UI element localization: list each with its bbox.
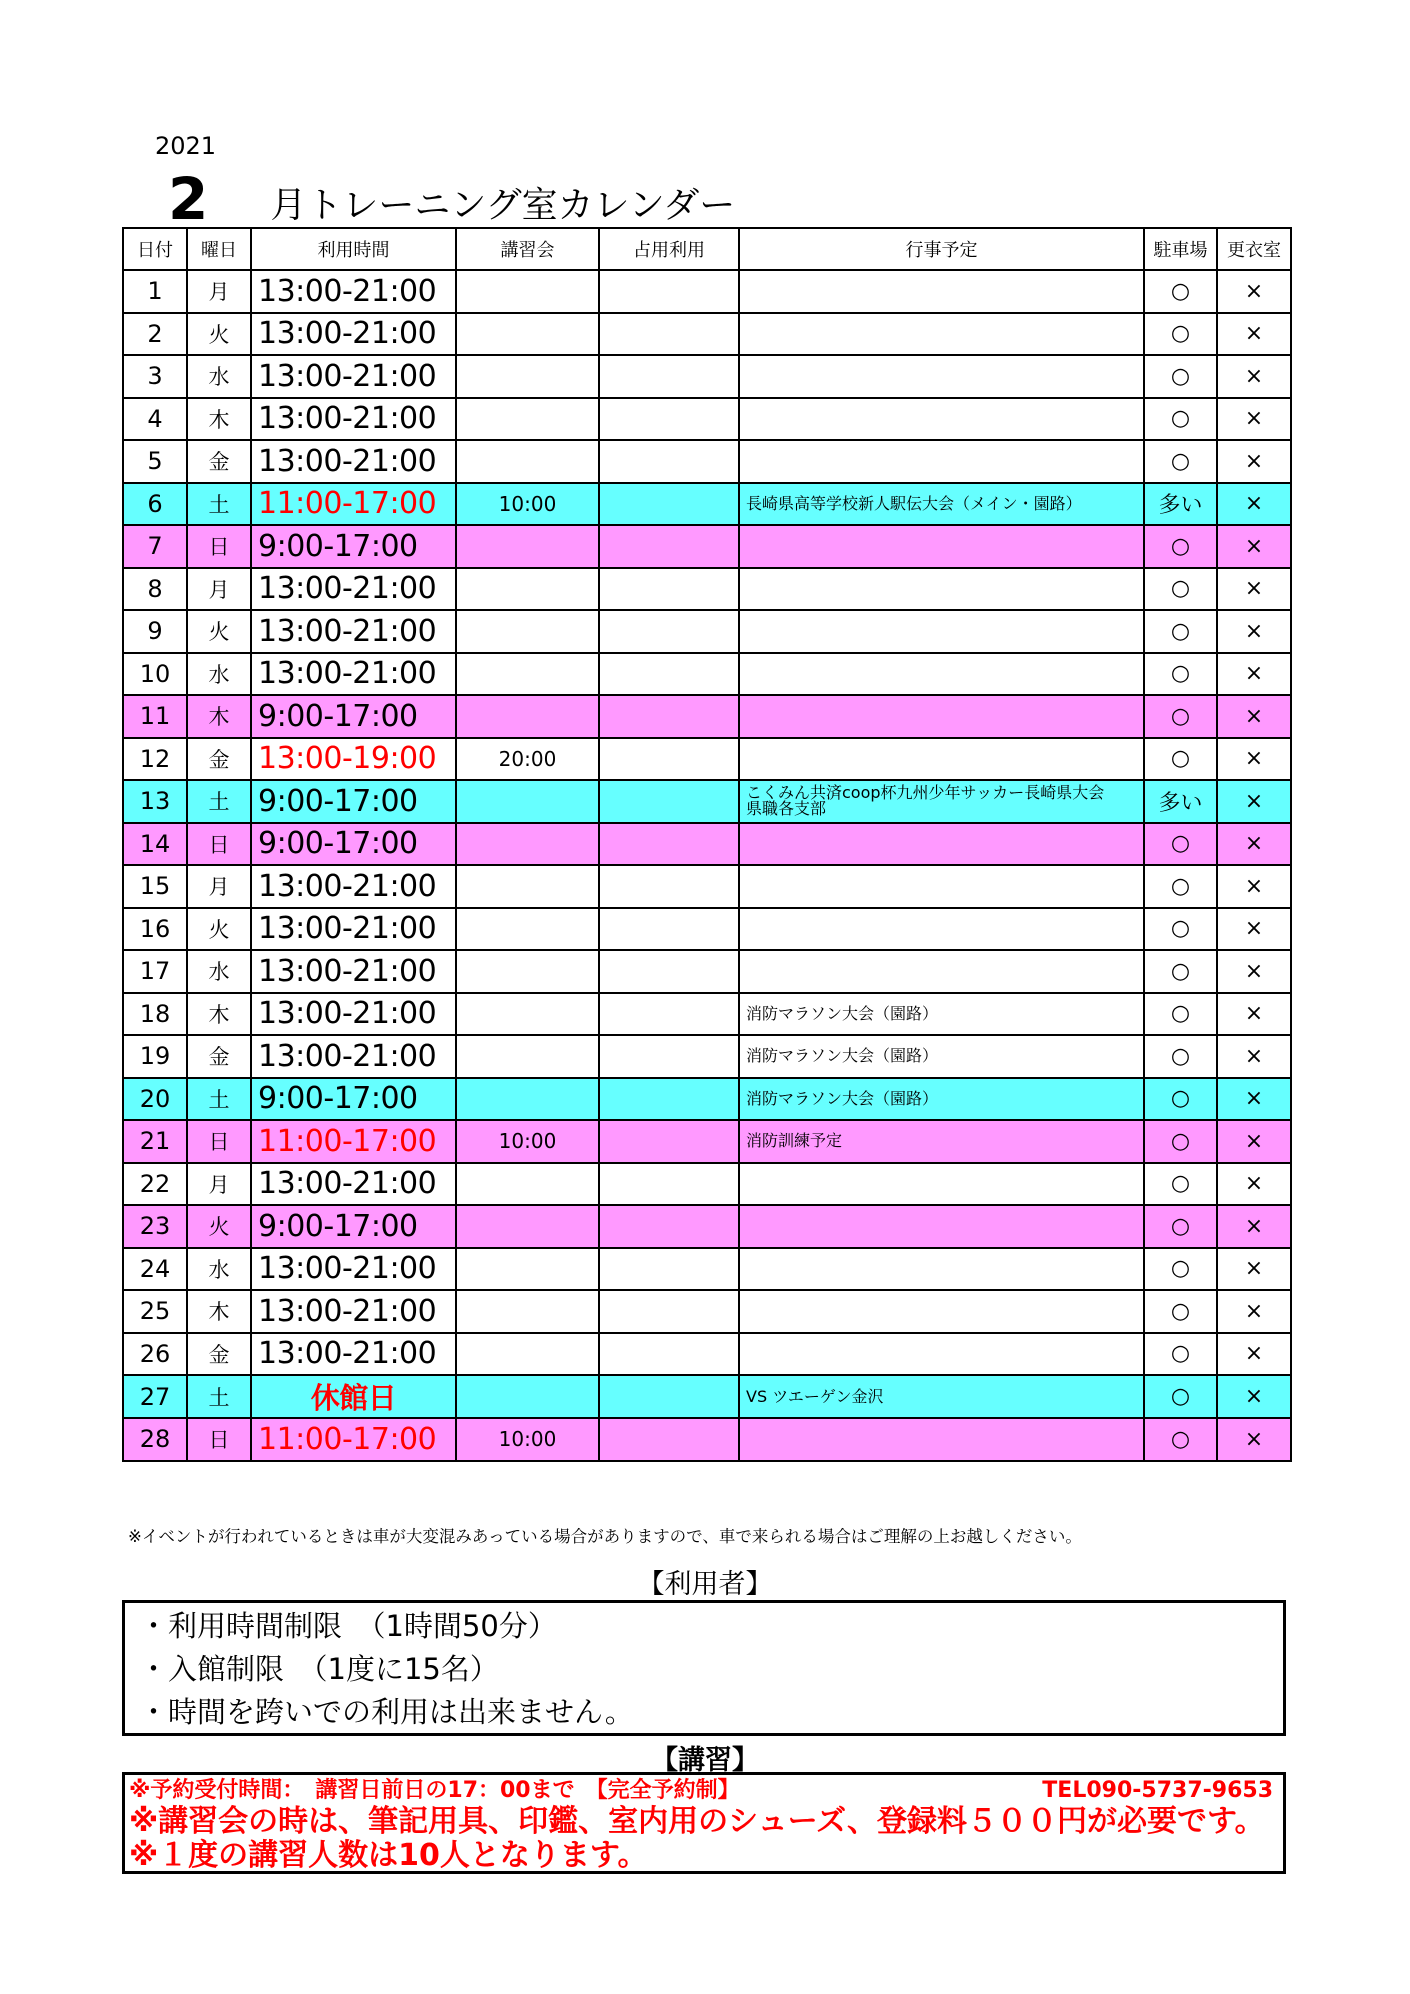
lecture-cell: 10:00 (456, 1418, 599, 1461)
weekday-cell: 水 (187, 355, 251, 398)
day-cell: 23 (123, 1205, 187, 1248)
day-cell: 27 (123, 1375, 187, 1418)
event-cell (739, 823, 1144, 866)
locker-cell: × (1217, 610, 1291, 653)
hours-cell: 13:00-21:00 (251, 313, 456, 356)
occupy-cell (599, 525, 739, 568)
parking-cell: ○ (1144, 1290, 1217, 1333)
hours-cell: 9:00-17:00 (251, 1205, 456, 1248)
event-cell (739, 865, 1144, 908)
occupy-cell (599, 1078, 739, 1121)
occupy-cell (599, 1418, 739, 1461)
hours-cell: 13:00-21:00 (251, 1290, 456, 1333)
weekday-cell: 木 (187, 993, 251, 1036)
parking-cell: 多い (1144, 483, 1217, 526)
weekday-cell: 金 (187, 440, 251, 483)
table-row (123, 908, 1291, 951)
hours-cell: 9:00-17:00 (251, 780, 456, 823)
weekday-cell: 土 (187, 1078, 251, 1121)
header-locker: 更衣室 (1217, 228, 1291, 270)
title-text: 月トレーニング室カレンダー (270, 185, 736, 226)
hours-cell: 13:00-21:00 (251, 865, 456, 908)
locker-cell: × (1217, 908, 1291, 951)
day-cell: 5 (123, 440, 187, 483)
locker-cell: × (1217, 823, 1291, 866)
locker-cell: × (1217, 440, 1291, 483)
occupy-cell (599, 568, 739, 611)
weekday-cell: 土 (187, 780, 251, 823)
day-cell: 19 (123, 1035, 187, 1078)
parking-cell: 多い (1144, 780, 1217, 823)
hours-cell: 11:00-17:00 (251, 1120, 456, 1163)
event-cell (739, 1418, 1144, 1461)
day-cell: 8 (123, 568, 187, 611)
day-cell: 26 (123, 1333, 187, 1376)
parking-cell: ○ (1144, 270, 1217, 313)
rule-item: ・利用時間制限 （1時間50分） (139, 1609, 557, 1643)
event-cell (739, 270, 1144, 313)
lecture-cell (456, 908, 599, 951)
hours-cell: 13:00-21:00 (251, 653, 456, 696)
parking-cell: ○ (1144, 398, 1217, 441)
parking-note: ※イベントが行われているときは車が大変混みあっている場合がありますので、車で来られる場合はご理解の上お越しください。 (128, 1527, 1082, 1546)
weekday-cell: 金 (187, 1333, 251, 1376)
locker-cell: × (1217, 398, 1291, 441)
parking-cell: ○ (1144, 1205, 1217, 1248)
hours-cell: 13:00-21:00 (251, 1333, 456, 1376)
table-row (123, 610, 1291, 653)
hours-cell: 13:00-21:00 (251, 993, 456, 1036)
event-cell (739, 695, 1144, 738)
day-cell: 21 (123, 1120, 187, 1163)
lecture-info-box (122, 1772, 1286, 1874)
weekday-cell: 月 (187, 270, 251, 313)
table-row (123, 993, 1291, 1036)
parking-cell: ○ (1144, 1333, 1217, 1376)
reservation-time: ※予約受付時間： 講習日前日の17：00まで 【完全予約制】 (129, 1778, 740, 1803)
event-cell (739, 1163, 1144, 1206)
occupy-cell (599, 1163, 739, 1206)
weekday-cell: 水 (187, 950, 251, 993)
parking-cell: ○ (1144, 1375, 1217, 1418)
lecture-cell (456, 993, 599, 1036)
users-section-title: 【利用者】 (637, 1569, 773, 1600)
occupy-cell (599, 738, 739, 781)
hours-cell: 13:00-21:00 (251, 568, 456, 611)
locker-cell: × (1217, 738, 1291, 781)
table-row (123, 1035, 1291, 1078)
hours-cell: 13:00-21:00 (251, 270, 456, 313)
event-cell (739, 398, 1144, 441)
phone-number: TEL090-5737-9653 (1042, 1778, 1273, 1803)
hours-cell: 11:00-17:00 (251, 483, 456, 526)
occupy-cell (599, 908, 739, 951)
day-cell: 3 (123, 355, 187, 398)
day-cell: 1 (123, 270, 187, 313)
lecture-cell (456, 355, 599, 398)
event-cell: VS ツエーゲン金沢 (739, 1375, 1144, 1418)
table-row (123, 738, 1291, 781)
lecture-capacity: ※１度の講習人数は10人となります。 (129, 1838, 648, 1873)
table-row (123, 1248, 1291, 1291)
weekday-cell: 土 (187, 483, 251, 526)
parking-cell: ○ (1144, 653, 1217, 696)
event-cell (739, 1248, 1144, 1291)
event-cell (739, 1333, 1144, 1376)
event-cell (739, 355, 1144, 398)
lecture-cell: 10:00 (456, 483, 599, 526)
table-row (123, 313, 1291, 356)
table-header-row (123, 228, 1291, 270)
lecture-cell (456, 440, 599, 483)
table-row (123, 1290, 1291, 1333)
header-lecture: 講習会 (456, 228, 599, 270)
parking-cell: ○ (1144, 1035, 1217, 1078)
weekday-cell: 月 (187, 1163, 251, 1206)
locker-cell: × (1217, 1248, 1291, 1291)
lecture-reservation-line (129, 1777, 1283, 1805)
occupy-cell (599, 780, 739, 823)
weekday-cell: 火 (187, 1205, 251, 1248)
lecture-cell (456, 695, 599, 738)
table-row (123, 1205, 1291, 1248)
weekday-cell: 日 (187, 1418, 251, 1461)
weekday-cell: 木 (187, 695, 251, 738)
lecture-cell (456, 1248, 599, 1291)
parking-cell: ○ (1144, 823, 1217, 866)
table-row (123, 1163, 1291, 1206)
event-cell: 消防マラソン大会（園路） (739, 1035, 1144, 1078)
weekday-cell: 月 (187, 568, 251, 611)
event-cell (739, 908, 1144, 951)
day-cell: 25 (123, 1290, 187, 1333)
table-row (123, 1120, 1291, 1163)
parking-cell: ○ (1144, 568, 1217, 611)
event-cell (739, 738, 1144, 781)
lecture-cell (456, 950, 599, 993)
hours-cell: 11:00-17:00 (251, 1418, 456, 1461)
occupy-cell (599, 313, 739, 356)
page-title (168, 165, 736, 233)
day-cell: 16 (123, 908, 187, 951)
event-cell: 消防マラソン大会（園路） (739, 1078, 1144, 1121)
event-cell (739, 313, 1144, 356)
locker-cell: × (1217, 865, 1291, 908)
table-row (123, 780, 1291, 823)
calendar-table (122, 227, 1292, 1462)
event-cell (739, 525, 1144, 568)
lecture-cell (456, 398, 599, 441)
table-row (123, 525, 1291, 568)
occupy-cell (599, 1333, 739, 1376)
event-cell: 消防訓練予定 (739, 1120, 1144, 1163)
lecture-requirements: ※講習会の時は、筆記用具、印鑑、室内用のシューズ、登録料５００円が必要です。 (129, 1804, 1265, 1839)
hours-cell: 休館日 (251, 1375, 456, 1418)
weekday-cell: 金 (187, 1035, 251, 1078)
day-cell: 17 (123, 950, 187, 993)
title-month: 2 (168, 165, 209, 233)
hours-cell: 13:00-21:00 (251, 398, 456, 441)
lecture-cell (456, 568, 599, 611)
lecture-cell (456, 865, 599, 908)
occupy-cell (599, 1120, 739, 1163)
locker-cell: × (1217, 695, 1291, 738)
day-cell: 12 (123, 738, 187, 781)
parking-cell: ○ (1144, 1078, 1217, 1121)
weekday-cell: 火 (187, 313, 251, 356)
parking-cell: ○ (1144, 993, 1217, 1036)
hours-cell: 13:00-21:00 (251, 1035, 456, 1078)
weekday-cell: 水 (187, 653, 251, 696)
occupy-cell (599, 695, 739, 738)
occupy-cell (599, 653, 739, 696)
table-row (123, 355, 1291, 398)
table-row (123, 1418, 1291, 1461)
weekday-cell: 土 (187, 1375, 251, 1418)
hours-cell: 13:00-21:00 (251, 908, 456, 951)
lecture-cell (456, 1078, 599, 1121)
table-row (123, 483, 1291, 526)
weekday-cell: 月 (187, 865, 251, 908)
occupy-cell (599, 270, 739, 313)
locker-cell: × (1217, 1290, 1291, 1333)
locker-cell: × (1217, 568, 1291, 611)
header-parking: 駐車場 (1144, 228, 1217, 270)
lecture-cell (456, 1290, 599, 1333)
locker-cell: × (1217, 1163, 1291, 1206)
parking-cell: ○ (1144, 610, 1217, 653)
locker-cell: × (1217, 1375, 1291, 1418)
occupy-cell (599, 1205, 739, 1248)
locker-cell: × (1217, 1120, 1291, 1163)
occupy-cell (599, 823, 739, 866)
day-cell: 7 (123, 525, 187, 568)
parking-cell: ○ (1144, 865, 1217, 908)
day-cell: 10 (123, 653, 187, 696)
event-cell (739, 440, 1144, 483)
occupy-cell (599, 950, 739, 993)
table-row (123, 1333, 1291, 1376)
weekday-cell: 火 (187, 908, 251, 951)
occupy-cell (599, 398, 739, 441)
day-cell: 15 (123, 865, 187, 908)
lecture-cell (456, 823, 599, 866)
parking-cell: ○ (1144, 440, 1217, 483)
hours-cell: 9:00-17:00 (251, 525, 456, 568)
locker-cell: × (1217, 1078, 1291, 1121)
locker-cell: × (1217, 525, 1291, 568)
hours-cell: 13:00-21:00 (251, 950, 456, 993)
lecture-section-title: 【講習】 (651, 1745, 759, 1776)
weekday-cell: 木 (187, 398, 251, 441)
lecture-cell (456, 1333, 599, 1376)
occupy-cell (599, 355, 739, 398)
hours-cell: 13:00-21:00 (251, 1248, 456, 1291)
event-cell (739, 1290, 1144, 1333)
locker-cell: × (1217, 313, 1291, 356)
locker-cell: × (1217, 1418, 1291, 1461)
event-cell: 消防マラソン大会（園路） (739, 993, 1144, 1036)
weekday-cell: 日 (187, 1120, 251, 1163)
year-label: 2021 (155, 132, 217, 160)
header-date: 日付 (123, 228, 187, 270)
occupy-cell (599, 610, 739, 653)
day-cell: 28 (123, 1418, 187, 1461)
table-row (123, 398, 1291, 441)
locker-cell: × (1217, 355, 1291, 398)
rule-item: ・入館制限 （1度に15名） (139, 1652, 499, 1686)
table-row (123, 1375, 1291, 1418)
parking-cell: ○ (1144, 738, 1217, 781)
parking-cell: ○ (1144, 1163, 1217, 1206)
event-cell (739, 950, 1144, 993)
hours-cell: 9:00-17:00 (251, 695, 456, 738)
occupy-cell (599, 1375, 739, 1418)
event-cell (739, 1205, 1144, 1248)
weekday-cell: 火 (187, 610, 251, 653)
lecture-cell (456, 313, 599, 356)
table-row (123, 440, 1291, 483)
header-hours: 利用時間 (251, 228, 456, 270)
table-row (123, 695, 1291, 738)
lecture-cell (456, 1163, 599, 1206)
parking-cell: ○ (1144, 1120, 1217, 1163)
parking-cell: ○ (1144, 313, 1217, 356)
day-cell: 22 (123, 1163, 187, 1206)
parking-cell: ○ (1144, 908, 1217, 951)
hours-cell: 13:00-21:00 (251, 440, 456, 483)
hours-cell: 13:00-19:00 (251, 738, 456, 781)
event-cell (739, 610, 1144, 653)
locker-cell: × (1217, 1035, 1291, 1078)
calendar-body (123, 270, 1291, 1461)
header-weekday: 曜日 (187, 228, 251, 270)
parking-cell: ○ (1144, 1418, 1217, 1461)
occupy-cell (599, 483, 739, 526)
header-event: 行事予定 (739, 228, 1144, 270)
lecture-cell (456, 1205, 599, 1248)
table-row (123, 823, 1291, 866)
locker-cell: × (1217, 653, 1291, 696)
hours-cell: 9:00-17:00 (251, 1078, 456, 1121)
day-cell: 24 (123, 1248, 187, 1291)
hours-cell: 13:00-21:00 (251, 610, 456, 653)
day-cell: 6 (123, 483, 187, 526)
header-occupy: 占用利用 (599, 228, 739, 270)
lecture-cell (456, 1035, 599, 1078)
weekday-cell: 水 (187, 1248, 251, 1291)
table-row (123, 1078, 1291, 1121)
table-row (123, 865, 1291, 908)
weekday-cell: 木 (187, 1290, 251, 1333)
occupy-cell (599, 865, 739, 908)
day-cell: 13 (123, 780, 187, 823)
weekday-cell: 金 (187, 738, 251, 781)
parking-cell: ○ (1144, 695, 1217, 738)
occupy-cell (599, 440, 739, 483)
table-row (123, 568, 1291, 611)
event-cell (739, 653, 1144, 696)
weekday-cell: 日 (187, 525, 251, 568)
table-row (123, 653, 1291, 696)
day-cell: 4 (123, 398, 187, 441)
parking-cell: ○ (1144, 1248, 1217, 1291)
lecture-cell (456, 525, 599, 568)
occupy-cell (599, 1290, 739, 1333)
locker-cell: × (1217, 483, 1291, 526)
parking-cell: ○ (1144, 950, 1217, 993)
event-cell: こくみん共済coop杯九州少年サッカー長崎県大会 県職各支部 (739, 780, 1144, 823)
hours-cell: 13:00-21:00 (251, 1163, 456, 1206)
day-cell: 11 (123, 695, 187, 738)
lecture-cell: 20:00 (456, 738, 599, 781)
table-row (123, 270, 1291, 313)
hours-cell: 13:00-21:00 (251, 355, 456, 398)
rule-item: ・時間を跨いでの利用は出来ません。 (139, 1695, 634, 1729)
day-cell: 9 (123, 610, 187, 653)
weekday-cell: 日 (187, 823, 251, 866)
locker-cell: × (1217, 780, 1291, 823)
locker-cell: × (1217, 1333, 1291, 1376)
occupy-cell (599, 1035, 739, 1078)
day-cell: 20 (123, 1078, 187, 1121)
day-cell: 14 (123, 823, 187, 866)
lecture-cell (456, 610, 599, 653)
locker-cell: × (1217, 993, 1291, 1036)
lecture-cell (456, 270, 599, 313)
locker-cell: × (1217, 270, 1291, 313)
locker-cell: × (1217, 950, 1291, 993)
parking-cell: ○ (1144, 525, 1217, 568)
occupy-cell (599, 1248, 739, 1291)
occupy-cell (599, 993, 739, 1036)
event-cell (739, 568, 1144, 611)
lecture-cell (456, 653, 599, 696)
locker-cell: × (1217, 1205, 1291, 1248)
lecture-cell (456, 1375, 599, 1418)
event-cell: 長崎県高等学校新人駅伝大会（メイン・園路） (739, 483, 1144, 526)
day-cell: 2 (123, 313, 187, 356)
table-row (123, 950, 1291, 993)
hours-cell: 9:00-17:00 (251, 823, 456, 866)
day-cell: 18 (123, 993, 187, 1036)
lecture-cell (456, 780, 599, 823)
lecture-cell: 10:00 (456, 1120, 599, 1163)
users-rules-box (122, 1600, 1286, 1736)
parking-cell: ○ (1144, 355, 1217, 398)
